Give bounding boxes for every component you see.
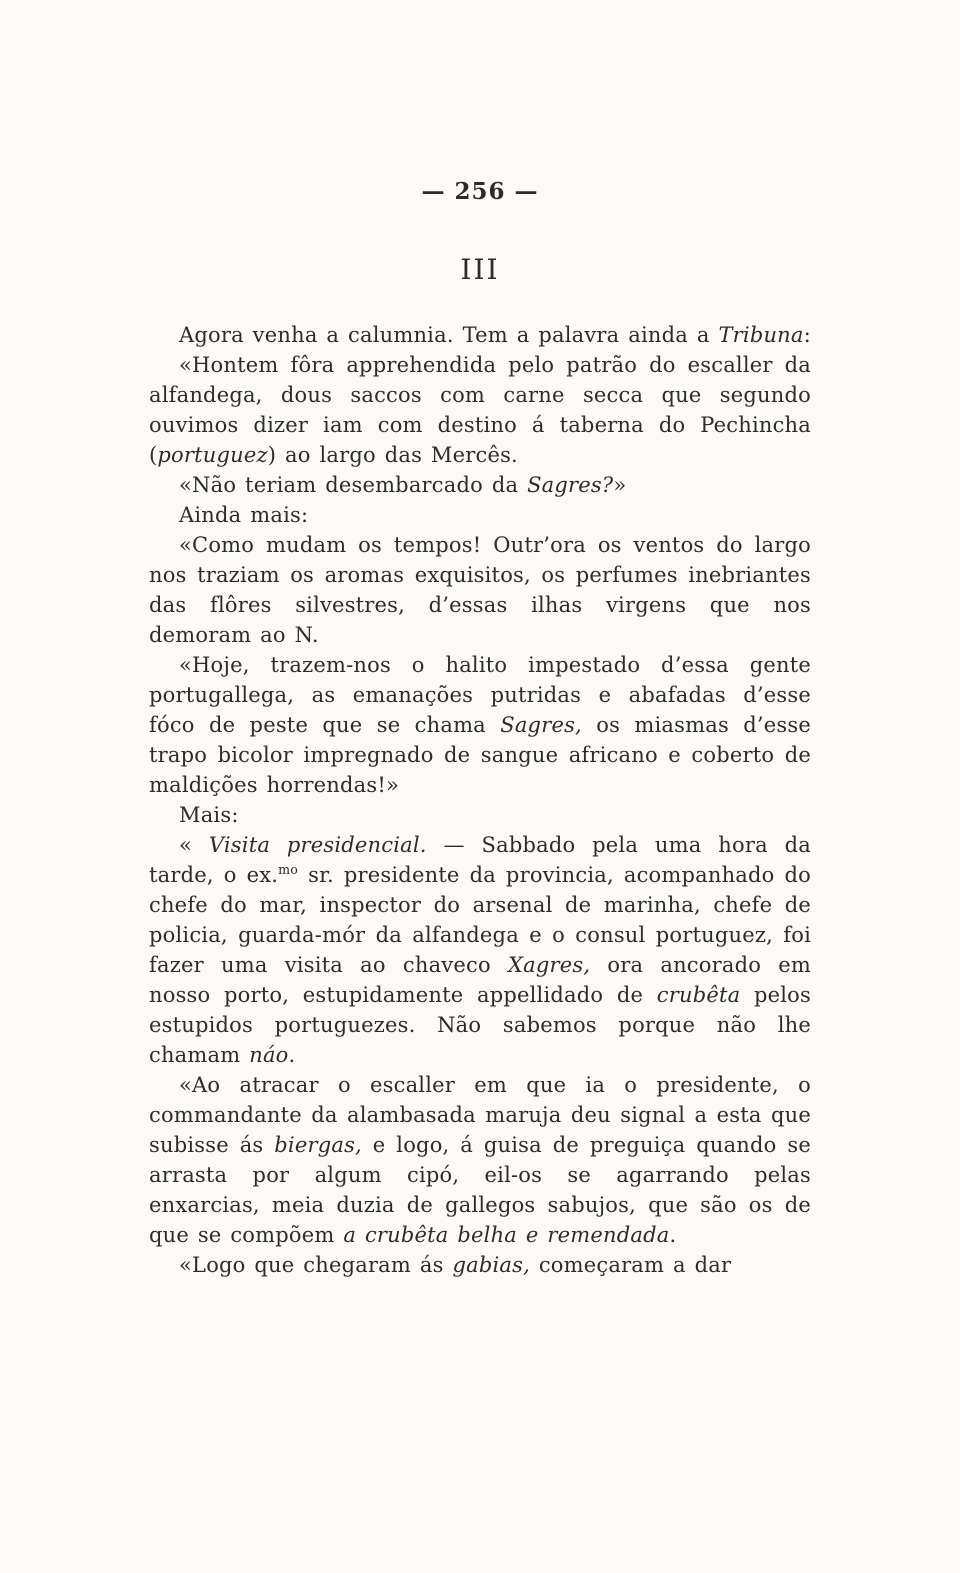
paragraph [149,1250,811,1280]
paragraph [149,1070,811,1250]
text-run: Agora venha a calumnia. Tem a palavra ainda a [179,323,719,347]
text-run: — Sabbado pela uma hora da tarde, o ex. [149,833,811,887]
text-run: » [613,473,627,497]
section-heading: III [460,253,500,286]
italic-text: portuguez [157,443,268,467]
text-run: «Não teriam desembarcado da [179,473,528,497]
paragraph [149,470,811,500]
italic-text: biergas, [274,1133,362,1157]
italic-text: Tribuna [718,323,804,347]
paragraph [149,320,811,350]
italic-text: Visita presidencial. [208,833,427,857]
text-run: «Hontem fôra apprehendida pelo patrão do escaller da alfandega, dous saccos com carne secca que segundo ouvimos dizer iam com destino á taberna do Pechincha ( [149,353,811,467]
paragraph [149,350,811,470]
text-block [149,320,811,1280]
superscript-text: mo [278,862,299,877]
text-run: . [669,1223,677,1247]
text-run: ora ancorado em nosso porto, estupidamente appellidado de [149,953,811,1007]
text-run: pelos estupidos portuguezes. Não sabemos porque não lhe chamam [149,983,811,1067]
italic-text: Sagres? [527,473,614,497]
text-run: começaram a dar [529,1253,732,1277]
text-run: sr. presidente da provincia, acompanhado do chefe do mar, inspector do arsenal de marinha, chefe de policia, guarda-mór da alfandega e o consul portuguez, foi fazer uma visita ao chaveco [149,863,811,977]
italic-text: Sagres, [500,713,582,737]
text-run: «Hoje, trazem-nos o halito impestado d’essa gente portugallega, as emanações putridas e abafadas d’esse fóco de peste que se chama [149,653,811,737]
paragraph [149,650,811,800]
page-number: — 256 — [421,178,539,205]
text-run: «Logo que chegaram ás [179,1253,453,1277]
text-run: . [288,1043,296,1067]
text-run: Mais: [179,803,239,827]
text-run: «Ao atracar o escaller em que ia o presidente, o commandante da alambasada maruja deu signal a esta que subisse ás [149,1073,811,1157]
text-run: «Como mudam os tempos! Outr’ora os ventos do largo nos traziam os aromas exquisitos, os perfumes inebriantes das flôres silvestres, d’essas ilhas virgens que nos demoram ao N. [149,533,811,647]
italic-text: Xagres, [507,953,591,977]
text-run: ) ao largo das Mercês. [267,443,518,467]
text-run: Ainda mais: [179,503,309,527]
paragraph [149,830,811,1070]
text-run: : [803,323,811,347]
text-run: « [179,833,209,857]
text-run: os miasmas d’esse trapo bicolor impregnado de sangue africano e coberto de maldições horrendas!» [149,713,812,797]
text-run: e logo, á guisa de preguiça quando se arrasta por algum cipó, eil-os se agarrando pelas enxarcias, meia duzia de gallegos sabujos, que são os de que se compõem [149,1133,811,1247]
italic-text: gabias, [452,1253,530,1277]
italic-text: náo [249,1043,289,1067]
paragraph [149,500,811,530]
italic-text: a crubêta belha e remendada [343,1223,670,1247]
paragraph [149,530,811,650]
paragraph [149,800,811,830]
italic-text: crubêta [656,983,741,1007]
